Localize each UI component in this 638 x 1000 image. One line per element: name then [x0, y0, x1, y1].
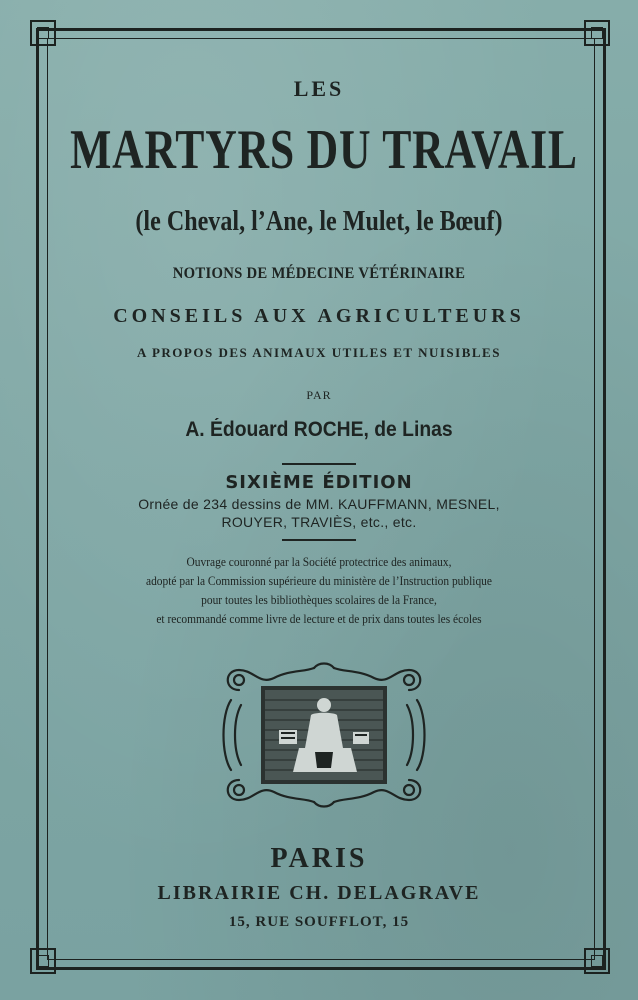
author-name: A. Édouard ROCHE, de Linas	[185, 418, 453, 441]
publisher-name: LIBRAIRIE CH. DELAGRAVE	[157, 882, 481, 904]
award-line-1: Ouvrage couronné par la Société protectrice des animaux,	[186, 554, 452, 569]
title-article: LES	[293, 76, 345, 101]
frame-corner-bottom-left	[30, 948, 56, 974]
illustrations-line-2: ROUYER, TRAVIÈS, etc., etc.	[221, 514, 417, 530]
book-title: MARTYRS DU TRAVAIL	[70, 119, 578, 181]
advice-line: CONSEILS AUX AGRICULTEURS	[113, 305, 525, 327]
illustrations-line-1: Ornée de 234 dessins de MM. KAUFFMANN, MESNEL,	[138, 496, 500, 512]
award-line-4: et recommandé comme livre de lecture et de prix dans toutes les écoles	[156, 611, 482, 626]
publication-city: PARIS	[270, 843, 368, 874]
by-label: PAR	[306, 388, 332, 402]
edition-label: SIXIÈME ÉDITION	[225, 472, 413, 493]
edition-rule-bottom	[282, 539, 356, 541]
frame-corner-top-right	[584, 20, 610, 46]
award-line-2: adopté par la Commission supérieure du ministère de l’Instruction publique	[145, 573, 492, 588]
publisher-vignette-icon	[219, 660, 429, 810]
topic-line: A PROPOS DES ANIMAUX UTILES ET NUISIBLES	[137, 345, 501, 360]
award-line-3: pour toutes les bibliothèques scolaires de la France,	[201, 592, 437, 607]
edition-rule-top	[282, 463, 356, 465]
subject-line: NOTIONS DE MÉDECINE VÉTÉRINAIRE	[172, 265, 466, 282]
frame-corner-bottom-right	[584, 948, 610, 974]
publisher-address: 15, RUE SOUFFLOT, 15	[228, 914, 410, 930]
book-subtitle: (le Cheval, l’Ane, le Mulet, le Bœuf)	[135, 206, 503, 237]
frame-corner-top-left	[30, 20, 56, 46]
